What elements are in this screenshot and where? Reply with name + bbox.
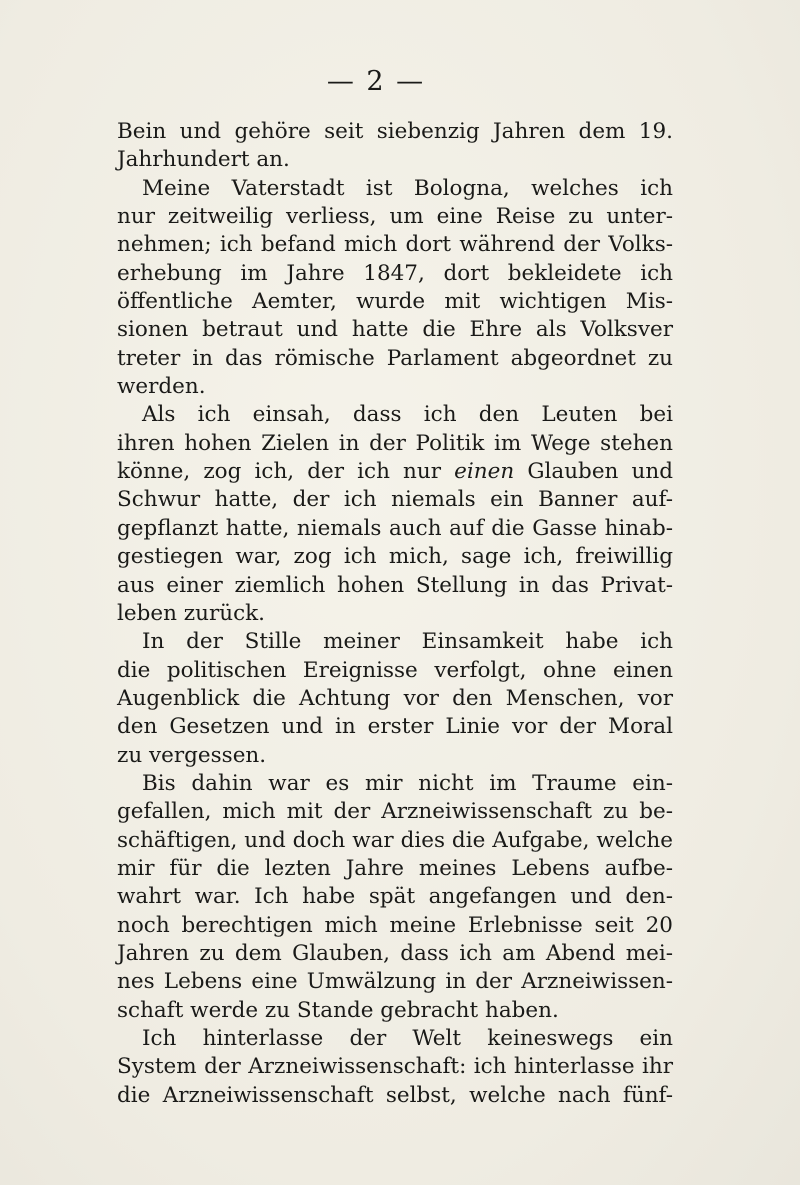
text-line: Jahrhundert an. — [117, 147, 290, 173]
text-line: die politischen Ereignisse verfolgt, ohne einen — [117, 657, 673, 683]
text-line: Augenblick die Achtung vor den Menschen, vor — [117, 685, 673, 711]
text-line: erhebung im Jahre 1847, dort bekleidete ich — [117, 260, 673, 286]
text-line: Schwur hatte, der ich niemals ein Banner auf- — [117, 487, 673, 513]
text-line: schaft werde zu Stande gebracht haben. — [117, 997, 559, 1023]
emphasized-word: einen — [454, 459, 515, 485]
text-line: nur zeitweilig verliess, um eine Reise zu unter- — [117, 204, 673, 230]
text-line: In der Stille meiner Einsamkeit habe ich — [142, 629, 673, 655]
text-segment: könne, zog ich, der ich nur — [117, 459, 455, 485]
text-line: Jahren zu dem Glauben, dass ich am Abend mei- — [117, 940, 673, 966]
text-line: gepflanzt hatte, niemals auch auf die Gasse hinab- — [117, 515, 673, 541]
text-line: leben zurück. — [117, 600, 265, 626]
text-line: noch berechtigen mich meine Erlebnisse seit 20 — [117, 912, 673, 938]
text-line: mir für die lezten Jahre meines Lebens aufbe- — [117, 855, 673, 881]
text-line: ihren hohen Zielen in der Politik im Wege stehen — [117, 430, 673, 456]
text-segment: Glauben und — [514, 459, 673, 485]
text-line: Ich hinterlasse der Welt keineswegs ein — [142, 1026, 673, 1051]
text-line: nehmen; ich befand mich dort während der Volks- — [117, 232, 673, 258]
text-line: öffentliche Aemter, wurde mit wichtigen Mis- — [117, 289, 673, 315]
text-line: den Gesetzen und in erster Linie vor der Moral — [117, 714, 673, 740]
text-line: nes Lebens eine Umwälzung in der Arzneiwissen- — [117, 969, 673, 995]
text-line: Meine Vaterstadt ist Bologna, welches ich — [142, 175, 673, 201]
page-number: — 2 — — [326, 66, 426, 97]
text-line: die Arzneiwissenschaft selbst, welche nach fünf- — [117, 1082, 673, 1108]
text-line: sionen betraut und hatte die Ehre als Volksver — [117, 317, 673, 343]
text-line: schäftigen, und doch war dies die Aufgabe, welche — [117, 827, 673, 853]
body-text — [117, 118, 673, 1110]
text-line: System der Arzneiwissenschaft: ich hinterlasse ihr — [117, 1054, 673, 1080]
text-line: aus einer ziemlich hohen Stellung in das Privat- — [117, 572, 673, 598]
text-line: Als ich einsah, dass ich den Leuten bei — [142, 402, 673, 428]
text-line — [117, 458, 673, 486]
text-line: treter in das römische Parlament abgeordnet zu — [117, 345, 673, 371]
text-line: gestiegen war, zog ich mich, sage ich, freiwillig — [117, 544, 673, 570]
text-line: wahrt war. Ich habe spät angefangen und den- — [117, 884, 673, 910]
text-line: Bis dahin war es mir nicht im Traume ein- — [142, 770, 673, 796]
text-line: zu vergessen. — [117, 742, 267, 768]
text-line: werden. — [117, 374, 206, 400]
text-line: gefallen, mich mit der Arzneiwissenschaft zu be- — [117, 799, 673, 825]
text-line: Bein und gehöre seit siebenzig Jahren dem 19. — [117, 119, 673, 144]
